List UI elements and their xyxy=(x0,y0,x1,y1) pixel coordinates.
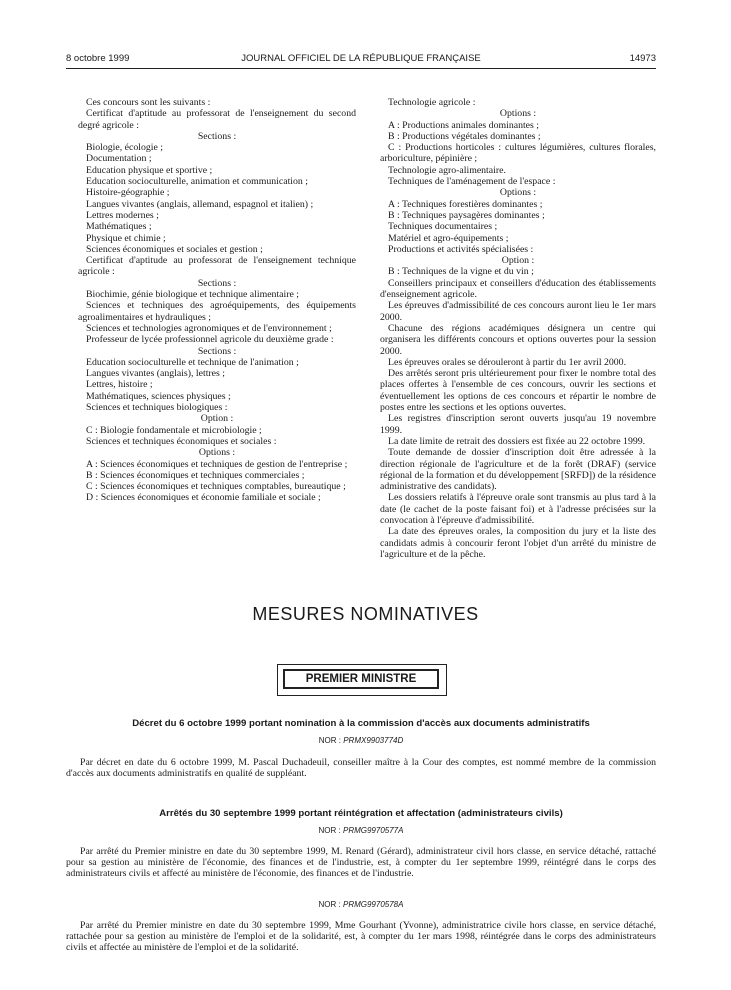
decret-nor xyxy=(66,736,656,745)
left-column-line: Lettres, histoire ; xyxy=(86,379,153,391)
right-column-line: Options : xyxy=(499,108,537,120)
right-column-line: Technologie agricole : xyxy=(388,97,476,108)
right-column-line: A : Productions animales dominantes ; xyxy=(388,119,540,131)
left-column-line: Education physique et sportive ; xyxy=(86,164,213,176)
ministry-box: PREMIER MINISTRE xyxy=(283,669,439,689)
right-column-line: La date limite de retrait des dossiers est fixée au 22 octobre 1999. xyxy=(388,435,646,447)
left-column-line: C : Biologie fondamentale et microbiologie ; xyxy=(86,424,262,436)
arretes-title: Arrêtés du 30 septembre 1999 portant réintégration et affectation (administrateurs civils) xyxy=(159,808,563,819)
right-column-line: Option : xyxy=(501,255,535,267)
right-column-line: A : Techniques forestières dominantes ; xyxy=(388,198,543,210)
right-column-line: Les épreuves orales se dérouleront à partir du 1er avril 2000. xyxy=(388,356,627,368)
right-column-line: Matériel et agro-équipements ; xyxy=(388,232,509,244)
journal-title: JOURNAL OFFICIEL DE LA RÉPUBLIQUE FRANÇAISE xyxy=(241,53,481,64)
arrete1-nor xyxy=(66,826,656,835)
left-column-line: Options : xyxy=(198,447,236,459)
right-column-line: B : Techniques paysagères dominantes ; xyxy=(388,209,545,221)
header-rule xyxy=(66,68,656,69)
right-column-line: Conseillers principaux et conseillers d'éducation des établissements d'enseignement agricole. xyxy=(380,277,656,301)
decret-paragraph: Par décret en date du 6 octobre 1999, M. Pascal Duchadeuil, conseiller maître à la Cour des comptes, est nommé membre de la commission d'accès aux documents administratifs en qualité de suppléant. xyxy=(66,757,656,780)
left-column-line: Sciences et techniques des agroéquipements, des équipements agroalimentaires et hydrauliques ; xyxy=(78,300,356,323)
left-column-line: C : Sciences économiques et techniques comptables, bureautique ; xyxy=(86,481,346,493)
left-column-line: Certificat d'aptitude au professorat de l'enseignement technique agricole : xyxy=(78,255,356,278)
right-column-line: La date des épreuves orales, la composition du jury et la liste des candidats admis à concourir feront l'objet d'un arrêté du ministre de l'agriculture et de la pêche. xyxy=(380,526,656,560)
header-date: 8 octobre 1999 xyxy=(66,53,130,64)
right-column-line: Productions et activités spécialisées : xyxy=(388,243,534,255)
left-column-line: Sciences et techniques biologiques : xyxy=(86,402,228,414)
left-column xyxy=(78,97,356,504)
left-column-line: Sections : xyxy=(197,130,237,142)
right-column-line: Les dossiers relatifs à l'épreuve orale sont transmis au plus tard à la date (le cachet de la poste faisant foi) et à l'adresse précisées sur la convocation à l'épreuve d'admissibilité. xyxy=(380,492,656,526)
left-column-line: Biologie, écologie ; xyxy=(86,142,163,154)
left-column-line: Ces concours sont les suivants : xyxy=(86,97,211,108)
left-column-line: Education socioculturelle, animation et communication ; xyxy=(86,176,308,188)
left-column-line: Sciences et techniques économiques et sociales : xyxy=(86,435,277,447)
left-column-line: D : Sciences économiques et économie familiale et sociale ; xyxy=(86,492,321,504)
left-column-line: Langues vivantes (anglais), lettres ; xyxy=(86,368,226,380)
right-column-line: Technologie agro-alimentaire. xyxy=(388,164,506,176)
left-column-line: Certificat d'aptitude au professorat de l'enseignement du second degré agricole : xyxy=(78,108,356,131)
left-column-line: Mathématiques ; xyxy=(86,221,152,233)
nor-label: NOR : xyxy=(318,826,341,835)
left-column-line: Education socioculturelle et technique de l'animation ; xyxy=(86,356,299,368)
nor-label: NOR : xyxy=(318,900,341,909)
arrete2-paragraph: Par arrêté du Premier ministre en date du 30 septembre 1999, Mme Gourhant (Yvonne), administratrice civile hors classe, en service détaché, rattachée pour sa gestion au ministère de l'emploi et de la solidarité, est, à compter du 1er mars 1998, réintégrée dans le corps des administrateurs civils et affectée au ministère de l'emploi et de la solidarité. xyxy=(66,920,656,954)
nor-code: PRMG9970578A xyxy=(342,900,404,909)
arrete2-nor xyxy=(66,900,656,909)
right-column-line: B : Techniques de la vigne et du vin ; xyxy=(388,266,534,278)
section-title: MESURES NOMINATIVES xyxy=(252,604,479,624)
right-column-line: Chacune des régions académiques désignera un centre qui organisera les différents concours et options ouvertes pour la session 2000. xyxy=(380,322,656,357)
page-number: 14973 xyxy=(629,53,656,64)
left-column-line: Mathématiques, sciences physiques ; xyxy=(86,390,231,402)
nor-code: PRMG9970577A xyxy=(342,826,404,835)
left-column-line: Lettres modernes ; xyxy=(86,209,159,221)
right-column-line: Les registres d'inscription seront ouverts jusqu'au 19 novembre 1999. xyxy=(380,413,656,436)
left-column-line: Histoire-géographie ; xyxy=(86,187,170,199)
left-column-line: Option : xyxy=(200,413,234,425)
left-column-line: Sections : xyxy=(197,345,237,357)
right-column-line: B : Productions végétales dominantes ; xyxy=(388,130,541,142)
left-column-line: Sciences et technologies agronomiques et de l'environnement ; xyxy=(86,322,332,334)
nor-label: NOR : xyxy=(318,736,341,745)
left-column-line: Biochimie, génie biologique et technique alimentaire ; xyxy=(86,289,300,301)
arrete1-paragraph: Par arrêté du Premier ministre en date du 30 septembre 1999, M. Renard (Gérard), administrateur civil hors classe, en service détaché, rattaché pour sa gestion au ministère de l'économie, des finances et de l'industrie, est, à compter du 1er septembre 1999, réintégré dans le corps des administrateurs civils et affecté au ministère de l'économie, des finances et de l'industrie. xyxy=(66,846,656,880)
right-column-line: C : Productions horticoles : cultures légumières, cultures florales, arboriculture, pépinière ; xyxy=(380,142,656,165)
left-column-line: A : Sciences économiques et techniques de gestion de l'entreprise ; xyxy=(86,458,348,470)
right-column xyxy=(380,97,656,560)
left-column-line: Physique et chimie ; xyxy=(86,232,166,244)
right-column-line: Des arrêtés seront pris ultérieurement pour fixer le nombre total des places offertes à l'ensemble de ces concours, ouvrir les sections et éventuellement les options de ces concours et répartir le nombre de postes entre les sections et les options ouvertes. xyxy=(380,368,656,414)
left-column-line: Sciences économiques et sociales et gestion ; xyxy=(86,243,263,255)
left-column-line: Professeur de lycée professionnel agricole du deuxième grade : xyxy=(86,334,334,346)
left-column-line: Sections : xyxy=(197,277,237,289)
decret-title: Décret du 6 octobre 1999 portant nomination à la commission d'accès aux documents administratifs xyxy=(132,718,590,729)
page-header xyxy=(66,53,656,67)
nor-code: PRMX9903774D xyxy=(343,736,404,745)
right-column-line: Les épreuves d'admissibilité de ces concours auront lieu le 1er mars 2000. xyxy=(380,300,656,323)
left-column-line: Documentation ; xyxy=(86,153,152,165)
left-column-line: B : Sciences économiques et techniques commerciales ; xyxy=(86,469,305,481)
right-column-line: Techniques de l'aménagement de l'espace : xyxy=(388,176,556,188)
right-column-line: Techniques documentaires ; xyxy=(388,221,498,233)
right-column-line: Options : xyxy=(499,187,537,199)
right-column-line: Toute demande de dossier d'inscription doit être adressée à la direction régionale de l'agriculture et de la forêt (DRAF) (service régional de la formation et du développement [SRFD]) de la résidence administrative des candidats). xyxy=(380,447,656,493)
left-column-line: Langues vivantes (anglais, allemand, espagnol et italien) ; xyxy=(86,198,314,210)
